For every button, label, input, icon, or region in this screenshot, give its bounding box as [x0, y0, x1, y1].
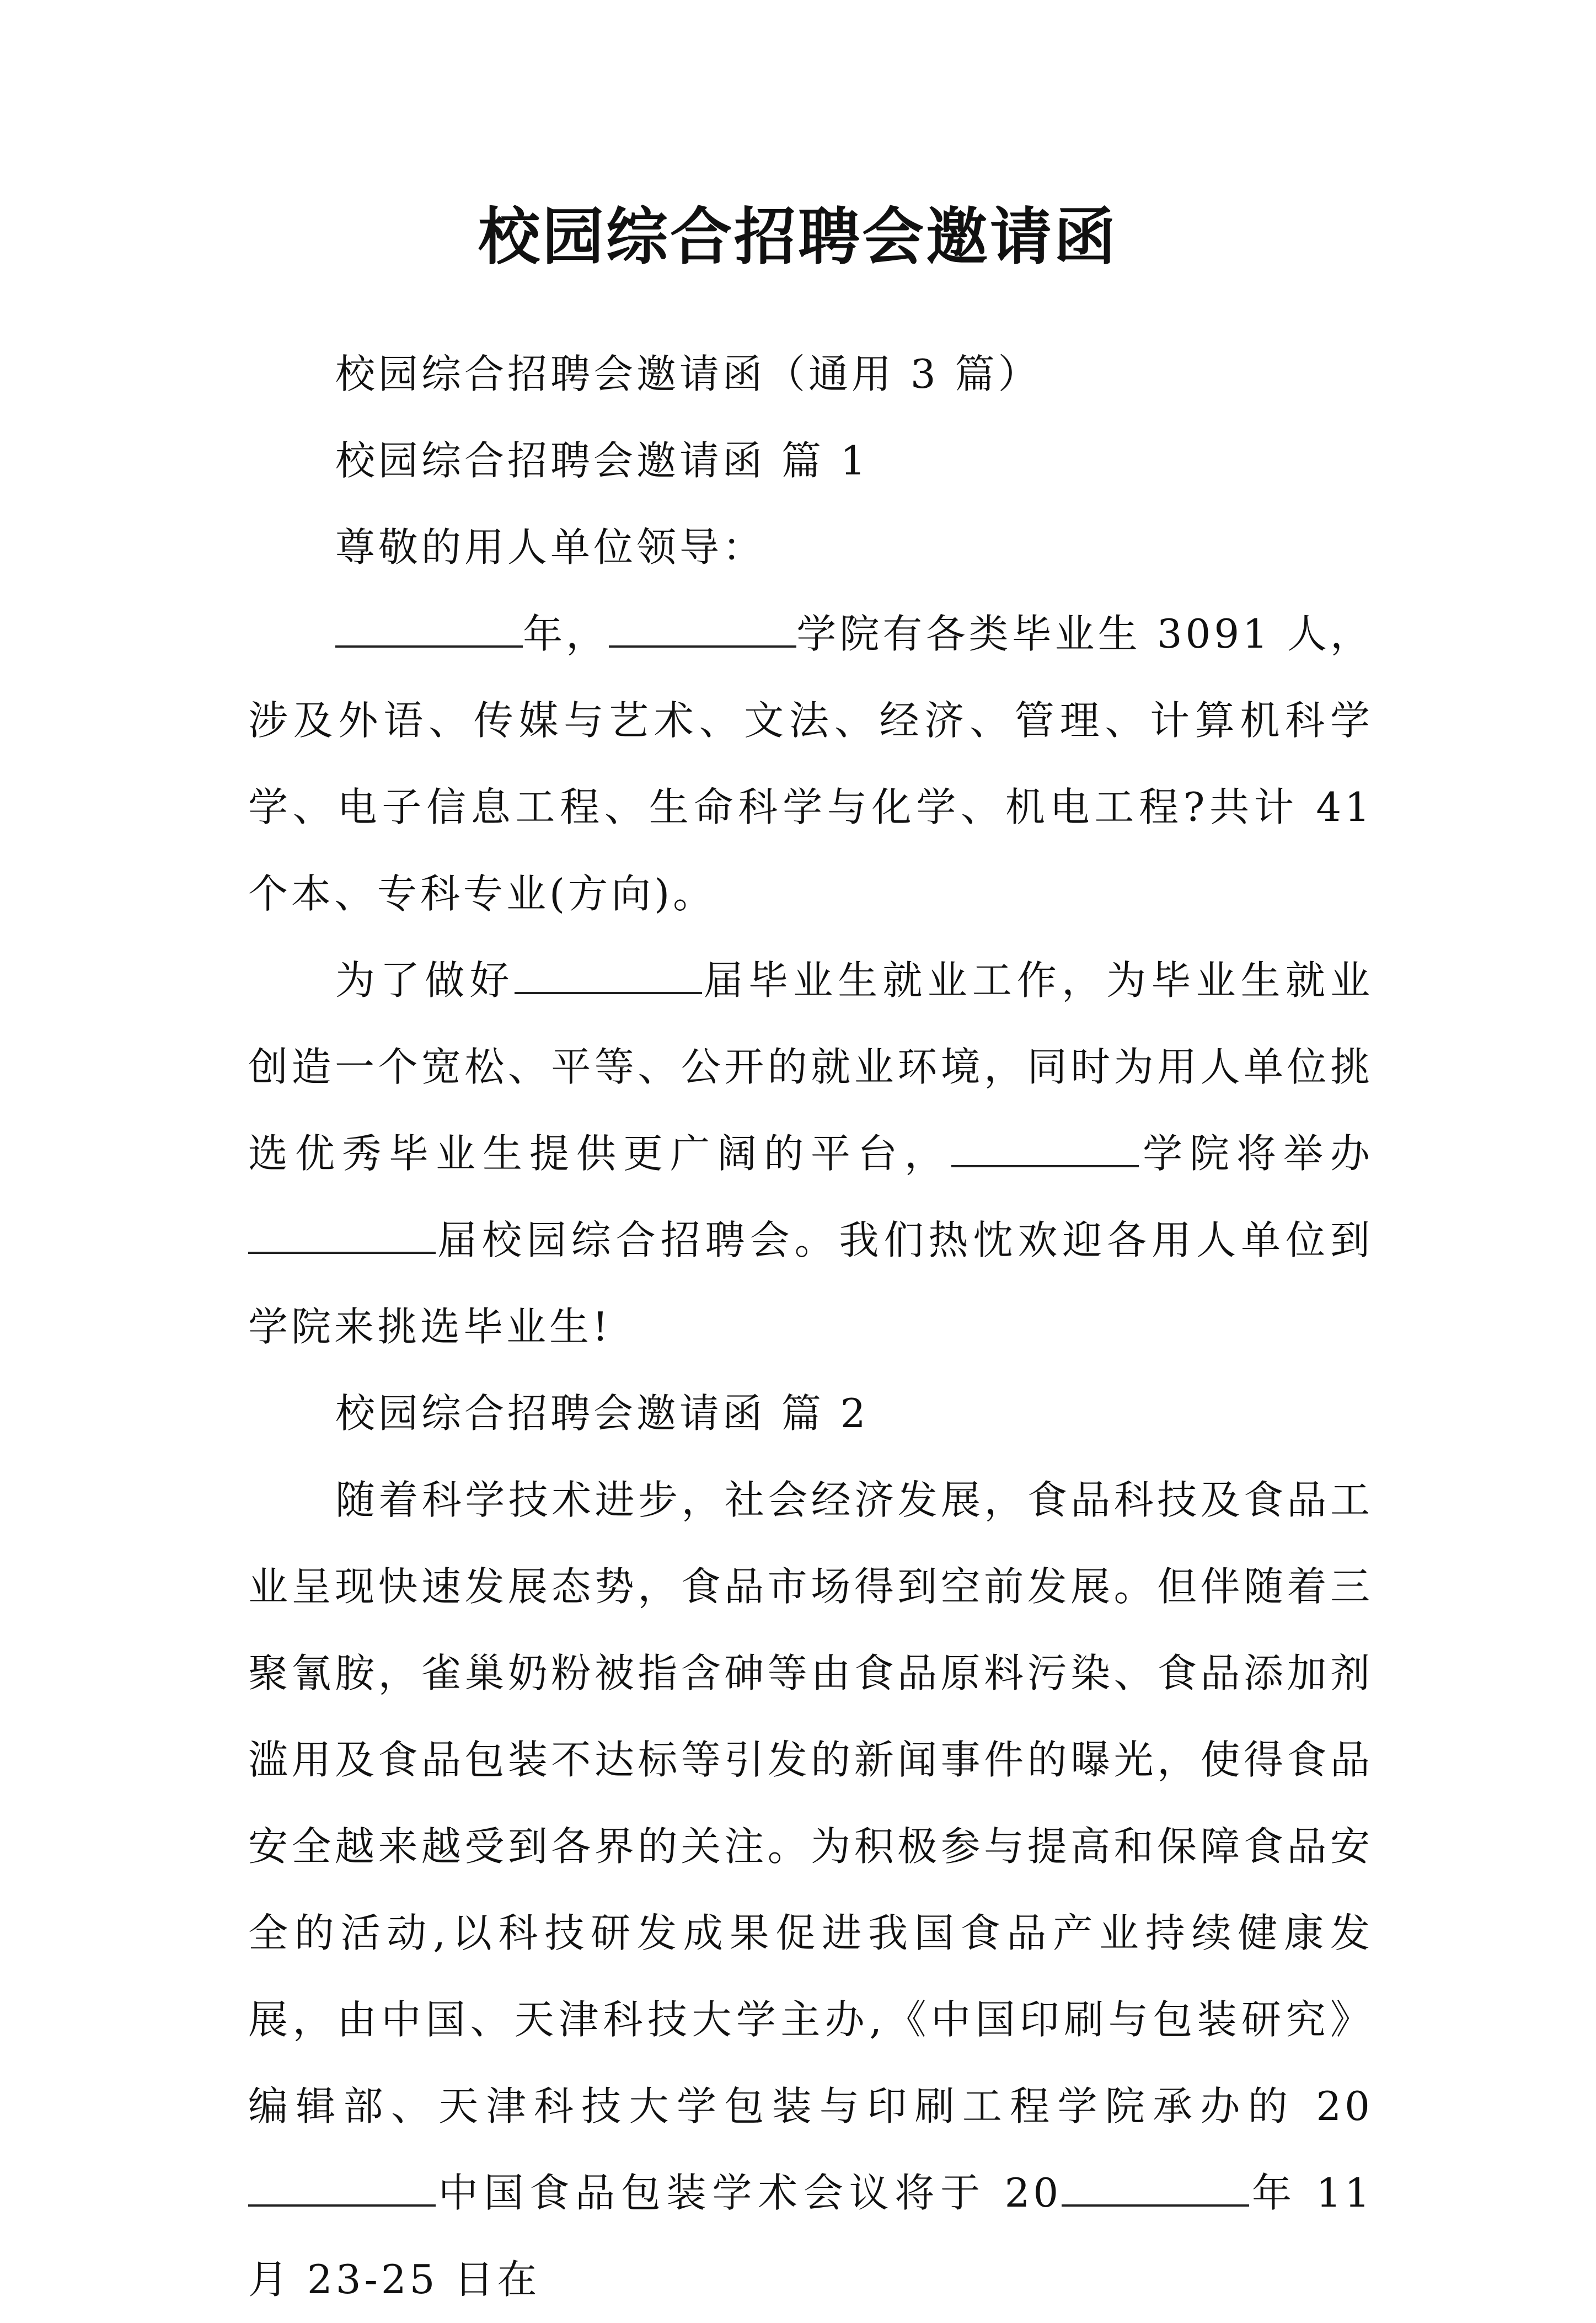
- paragraph-1: [248, 591, 1373, 937]
- document-title: 校园综合招聘会邀请函: [478, 201, 1118, 273]
- fill-blank: [248, 2171, 436, 2207]
- paragraph-3: [248, 1457, 1373, 2323]
- paragraph-1-part-a: 年，: [523, 611, 609, 657]
- document-body: [248, 331, 1373, 2323]
- paragraph-2: [248, 937, 1373, 1370]
- fill-blank: [1062, 2171, 1249, 2207]
- section1-heading: 校园综合招聘会邀请函 篇 1: [335, 437, 869, 484]
- document-subtitle: 校园综合招聘会邀请函（通用 3 篇）: [335, 351, 1041, 397]
- fill-blank: [335, 612, 523, 648]
- section2-heading: 校园综合招聘会邀请函 篇 2: [335, 1390, 869, 1436]
- paragraph-2-part-d: 届校园综合招聘会。我们热忱欢迎各用人单位到学院来挑选毕业生!: [248, 1217, 1373, 1350]
- paragraph-2-part-c: 学院将举办: [1138, 1130, 1373, 1177]
- paragraph-3-part-c: 年 11 月 23-25 日在: [248, 2170, 1373, 2303]
- paragraph-3-part-b: 中国食品包装学术会议将于 20: [436, 2170, 1062, 2216]
- paragraph-2-part-a: 为了做好: [335, 957, 515, 1003]
- paragraph-1-part-b: 学院有各类毕业生 3091 人，涉及外语、传媒与艺术、文法、经济、管理、计算机科学学、电子信息工程、生命科学与化学、机电工程?共计 41 个本、专科专业(方向)。: [248, 611, 1373, 917]
- paragraph-3-part-a: 随着科学技术进步，社会经济发展，食品科技及食品工业呈现快速发展态势，食品市场得到空前发展。但伴随着三聚氰胺，雀巢奶粉被指含砷等由食品原料污染、食品添加剂滥用及食品包装不达标等引发的新闻事件的曝光，使得食品安全越来越受到各界的关注。为积极参与提高和保障食品安全的活动,以科技研发成果促进我国食品产业持续健康发展，由中国、天津科技大学主办,《中国印刷与包装研究》编辑部、天津科技大学包装与印刷工程学院承办的 20: [248, 1477, 1373, 2129]
- fill-blank: [248, 1219, 436, 1254]
- fill-blank: [609, 612, 796, 648]
- fill-blank: [515, 959, 702, 994]
- paragraph-2-part-b: 届毕业生就业工作，为毕业生就业创造一个宽松、平等、公开的就业环境，同时为用人单位挑选优秀毕业生提供更广阔的平台，: [248, 957, 1373, 1177]
- salutation: 尊敬的用人单位领导：: [335, 524, 766, 570]
- fill-blank: [951, 1132, 1139, 1167]
